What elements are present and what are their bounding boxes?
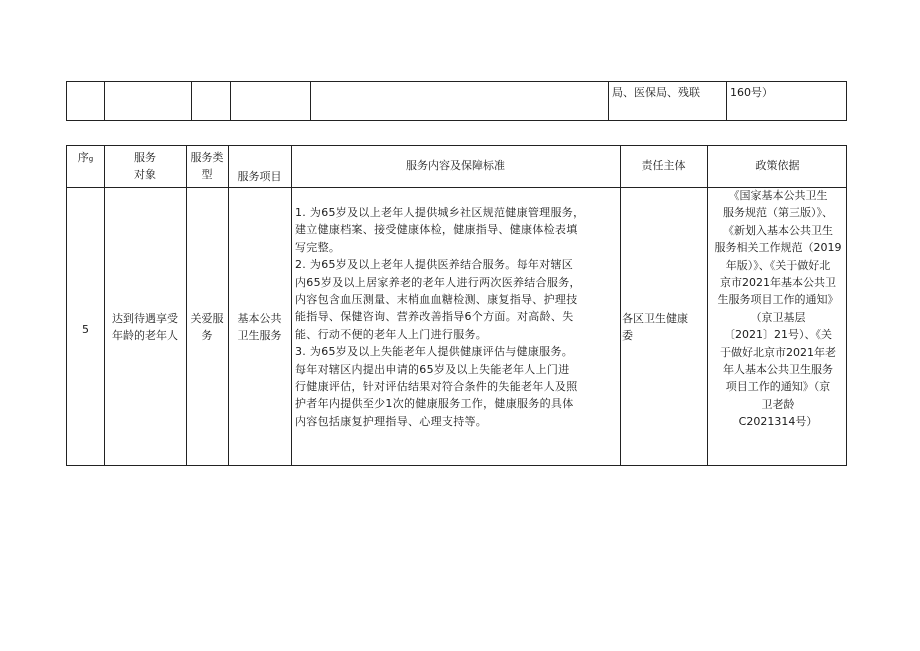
row-content <box>295 204 617 430</box>
header-seq-mark: g <box>88 155 94 163</box>
policy-line: 卫老龄 <box>761 397 795 411</box>
row-project-line-2: 卫生服务 <box>237 329 282 342</box>
content-line: 护者年内提供至少1次的健康服务工作，健康服务的具体 <box>295 397 574 411</box>
policy-line: 生服务项目工作的通知》 <box>717 293 839 307</box>
content-line: 内容包括康复护理指导、心理支持等。 <box>295 414 488 428</box>
column-divider <box>726 82 727 120</box>
top-responsible-cell: 局、医保局、残联 <box>612 86 700 99</box>
content-line: 内65岁及以上居家养老的老年人进行两次医养结合服务， <box>295 275 581 289</box>
policy-line: 年版）》、《关于做好北 <box>725 258 831 272</box>
policy-line: 《新划入基本公共卫生 <box>723 223 833 237</box>
policy-line: C2021314号） <box>738 415 818 429</box>
column-divider <box>620 146 621 465</box>
header-type-line-2: 型 <box>201 168 213 181</box>
policy-line: 项目工作的通知》（京 <box>725 380 831 394</box>
row-target-line-1: 达到待遇享受 <box>112 312 178 325</box>
policy-line: 〔2021〕21号）、《关 <box>724 328 832 342</box>
header-target-line-2: 对象 <box>134 168 156 181</box>
header-policy: 政策依据 <box>755 159 800 172</box>
top-policy-cell: 160号） <box>730 86 773 99</box>
column-divider <box>228 146 229 465</box>
row-type-line-2: 务 <box>201 329 213 342</box>
content-line: 3. 为65岁及以上失能老年人提供健康评估与健康服务。 <box>295 345 574 359</box>
policy-line: 服务规范（第三版）》、 <box>723 206 833 220</box>
policy-line: 于做好北京市2021年老 <box>720 345 836 359</box>
top-table-fragment <box>66 81 847 121</box>
header-seq-label: 序 <box>77 151 89 164</box>
policy-line: 京市2021年基本公共卫 <box>720 276 836 290</box>
content-line: 建立健康档案、接受健康体检，健康指导、健康体检表填 <box>295 223 578 237</box>
column-divider <box>186 146 187 465</box>
header-responsible: 责任主体 <box>641 159 686 172</box>
content-line: 内容包含血压测量、末梢血血糖检测、康复指导、护理技 <box>295 293 578 307</box>
policy-line: 年人基本公共卫生服务 <box>723 363 833 377</box>
header-project: 服务项目 <box>237 170 282 183</box>
column-divider <box>291 146 292 465</box>
column-divider <box>230 82 231 120</box>
header-target-line-1: 服务 <box>134 151 156 164</box>
row-project-line-1: 基本公共 <box>237 312 282 325</box>
row-project <box>228 310 291 344</box>
row-type <box>186 310 228 344</box>
content-line: 行健康评估，针对评估结果对符合条件的失能老年人及照 <box>295 380 578 394</box>
content-line: 1. 为65岁及以上老年人提供城乡社区规范健康管理服务， <box>295 206 585 219</box>
row-target <box>104 310 186 344</box>
header-target <box>104 149 186 183</box>
header-seq <box>67 149 104 168</box>
row-type-line-1: 关爱服 <box>190 312 224 325</box>
column-divider <box>608 82 609 120</box>
header-type-line-1: 服务类 <box>190 151 224 164</box>
service-table <box>66 145 847 466</box>
policy-line: 服务相关工作规范（2019 <box>714 241 842 255</box>
row-responsible <box>622 310 707 344</box>
policy-line: 《国家基本公共卫生 <box>728 189 828 202</box>
header-type <box>186 149 228 183</box>
row-policy <box>708 187 848 431</box>
column-divider <box>104 146 105 465</box>
content-line: 能、行动不便的老年人上门进行服务。 <box>295 327 488 341</box>
column-divider <box>104 82 105 120</box>
row-responsible-line-2: 委 <box>622 329 633 342</box>
column-divider <box>310 82 311 120</box>
policy-line: （京卫基层 <box>750 310 806 324</box>
row-seq: 5 <box>82 323 89 336</box>
content-line: 每年对辖区内提出申请的65岁及以上失能老年人上门进 <box>295 362 570 376</box>
column-divider <box>191 82 192 120</box>
content-line: 2. 为65岁及以上老年人提供医养结合服务。每年对辖区 <box>295 258 574 272</box>
content-line: 能指导、保健咨询、营养改善指导6个方面。对高龄、失 <box>295 310 574 324</box>
row-target-line-2: 年龄的老年人 <box>112 329 178 342</box>
content-line: 写完整。 <box>295 240 341 254</box>
row-responsible-line-1: 各区卫生健康 <box>622 312 688 325</box>
header-content: 服务内容及保障标准 <box>406 159 505 172</box>
